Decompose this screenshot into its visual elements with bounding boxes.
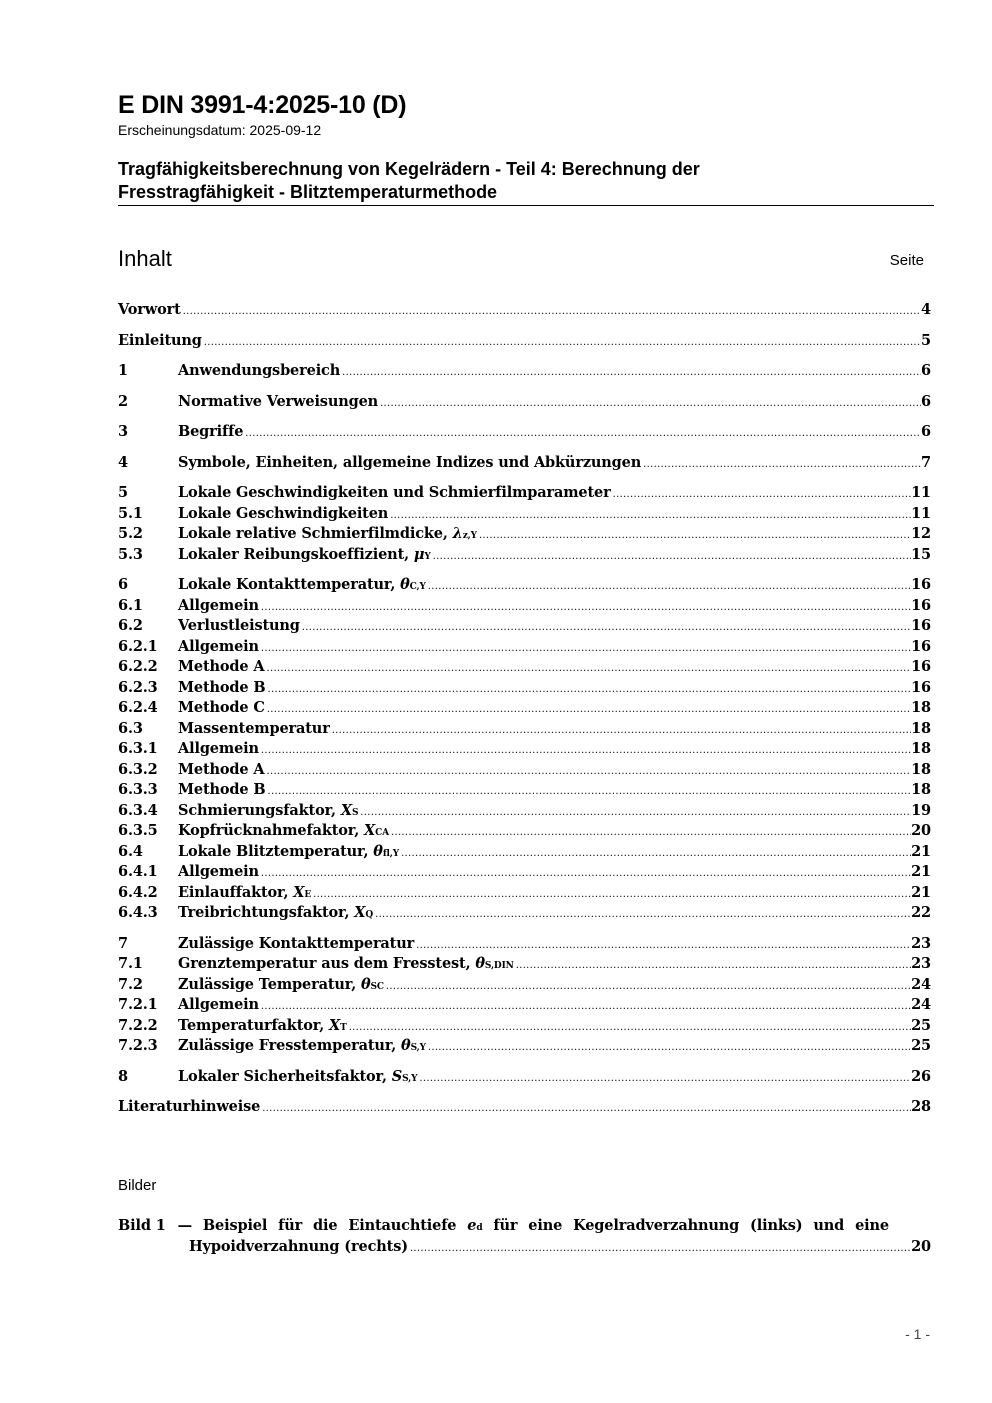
toc-entry-text: Methode A [178,658,265,675]
toc-entry-page: 20 [911,822,931,839]
toc-entry-page: 18 [911,740,931,757]
toc-entry-title [178,637,259,658]
toc-entry-page: 11 [911,484,931,501]
toc-entry-symbol: θ [475,955,485,972]
toc-entry-text: Allgemein [178,637,259,655]
toc-entry[interactable] [118,453,931,474]
leader-dots [431,547,911,568]
toc-entry-symbol: θ [401,1037,411,1054]
toc-entry[interactable] [118,903,931,924]
toc-entry-number: 6.2.3 [118,678,158,696]
leader-dots [259,639,911,660]
toc-entry-page: 19 [911,801,931,819]
toc-entry-title [178,719,330,740]
toc-entry-symbol: X [364,822,376,839]
toc-entry-symbol-subscript: SC [370,981,384,992]
toc-entry-title [178,453,641,474]
toc-entry-page: 26 [911,1067,931,1085]
toc-entry-symbol-subscript: fl,Y [382,848,400,859]
toc-entry-text: Allgemein [178,996,259,1013]
toc-entry-symbol: X [340,801,352,819]
toc-entry[interactable] [118,392,931,413]
toc-entry-symbol: X [354,904,366,921]
leader-dots [358,803,911,824]
toc-entry-number: 6.3.1 [118,740,158,757]
toc-entry-text: Allgemein [178,596,259,614]
toc-entry[interactable] [118,616,931,637]
toc-entry-title [178,739,259,760]
toc-entry[interactable] [118,657,931,678]
toc-entry-number: 6.3.3 [118,781,158,798]
toc-entry-symbol-subscript: S [351,807,359,818]
toc-entry-page: 16 [911,637,931,655]
toc-entry-title [178,862,259,883]
toc-entry-title [178,883,311,906]
leader-dots [514,956,911,977]
leader-dots [259,864,911,885]
toc-entry-page: 16 [911,658,931,675]
toc-entry-title [118,331,202,352]
toc-entry-page: 22 [911,904,931,921]
figure-page: 20 [911,1238,931,1255]
toc-entry-title [178,545,431,568]
toc-entry[interactable] [118,637,931,658]
toc-entry-text: Treibrichtungsfaktor, [178,904,355,921]
toc-entry-number: 5 [118,484,128,501]
toc-entry-title [178,1067,417,1090]
publication-date: Erscheinungsdatum: 2025-09-12 [118,122,322,138]
toc-entry-title [178,392,378,413]
leader-dots [259,741,911,762]
toc-entry-text: Grenztemperatur aus dem Fresstest, [178,955,476,972]
toc-entry-title [178,678,266,699]
toc-entry-title [178,842,399,865]
toc-entry-text: Allgemein [178,863,259,880]
toc-entry-symbol-subscript: Q [365,910,374,920]
toc-entry-number: 3 [118,423,128,440]
leader-dots [202,333,921,354]
toc-entry-text: Literaturhinweise [118,1098,261,1115]
toc-entry-title [178,616,300,637]
toc-entry-number: 7.1 [118,955,143,972]
toc-entry-symbol-subscript: E [304,889,312,900]
toc-entry[interactable] [118,422,931,443]
figures-heading: Bilder [118,1177,157,1194]
page-number: - 1 - [905,1326,930,1342]
toc-entry-page: 23 [911,934,931,952]
toc-entry-text: Lokaler Reibungskoeffizient, [178,545,414,563]
toc-entry-number: 6.2.1 [118,637,158,655]
toc-entry-number: 6.4.3 [118,904,158,921]
toc-entry[interactable] [118,698,931,719]
toc-entry-text: Allgemein [178,740,259,757]
toc-entry-title [178,954,514,977]
toc-entry-title [178,504,388,525]
toc-entry-text: Lokale Kontakttemperatur, [178,576,401,593]
toc-entry-title [178,698,265,719]
toc-entry-title [178,422,243,443]
leader-dots [347,1018,911,1039]
toc-entry-number: 6 [118,576,128,593]
toc-entry[interactable] [118,331,931,352]
toc-entry[interactable] [118,821,931,842]
toc-entry-symbol-subscript: S,DIN [484,961,514,971]
toc-entry-symbol: X [329,1016,341,1034]
toc-entry-text: Verlustleistung [178,617,300,634]
toc-entry-number: 6.3.4 [118,801,158,819]
toc-entry-title [178,975,384,998]
toc-entry-page: 18 [911,719,931,737]
toc-entry-title [178,1036,426,1059]
toc-entry-symbol: θ [400,576,410,593]
figure-caption-text: — Beispiel für die Eintauchtiefe [177,1217,468,1234]
toc-entry[interactable] [118,739,931,760]
toc-entry[interactable] [118,1036,931,1057]
leader-dots [340,363,921,384]
toc-entry-number: 5.1 [118,504,143,522]
toc-entry-page: 18 [911,781,931,798]
toc-entry-text: Temperaturfaktor, [178,1016,330,1034]
toc-entry-title [178,483,611,504]
toc-entry-page: 21 [911,883,931,901]
figure-symbol-subscript: d [476,1223,483,1233]
leader-dots [259,997,911,1018]
toc-entry-number: 7.2.1 [118,996,158,1013]
toc-entry[interactable] [118,934,931,955]
toc-entry-text: Lokale relative Schmierfilmdicke, [178,525,453,542]
toc-entry-number: 6.2.2 [118,658,158,675]
toc-entry-page: 6 [921,362,931,379]
toc-entry[interactable] [118,678,931,699]
toc-entry[interactable] [118,575,931,596]
toc-entry-number: 6.3 [118,719,143,737]
leader-dots [265,659,912,680]
leader-dots [373,905,911,926]
toc-entry[interactable] [118,975,931,996]
leader-dots [300,618,911,639]
toc-entry-text: Schmierungsfaktor, [178,801,341,819]
toc-entry-number: 7 [118,934,128,952]
toc-entry-page: 23 [911,955,931,972]
toc-entry[interactable] [118,719,931,740]
toc-entry-page: 21 [911,863,931,880]
toc-entry-page: 5 [921,331,931,349]
toc-entry-text: Zulässige Kontakttemperatur [178,934,415,952]
leader-dots [408,1238,911,1259]
toc-entry[interactable] [118,883,931,904]
toc-entry-text: Normative Verweisungen [178,392,379,410]
toc-entry-title [178,801,358,824]
toc-entry-symbol: θ [361,975,371,993]
document-title [118,158,934,206]
toc-entry-page: 16 [911,678,931,696]
toc-entry-page: 25 [911,1037,931,1054]
leader-dots [417,1069,911,1090]
toc-entry[interactable] [118,760,931,781]
toc-heading: Inhalt [118,246,172,271]
toc-entry-text: Begriffe [178,423,244,440]
toc-entry-symbol-subscript: CA [375,828,389,838]
toc-entry-text: Massentemperatur [178,719,330,737]
leader-dots [260,1099,911,1120]
toc-entry-number: 6.4.1 [118,863,158,880]
toc-entry-number: 2 [118,392,128,410]
toc-entry-title [178,657,265,678]
toc-entry-page: 16 [911,576,931,593]
document-header [118,90,934,206]
toc-entry-symbol: μ [413,545,425,563]
toc-entry-title [178,575,426,598]
toc-entry-page: 18 [911,699,931,716]
toc-entry[interactable] [118,862,931,883]
toc-entry-page: 28 [911,1098,931,1115]
document-id: E DIN 3991-4:2025-10 (D) [118,91,407,119]
toc-entry-number: 6.3.2 [118,760,158,778]
title-line-1: Tragfähigkeitsberechnung von Kegelrädern - Teil 4: Berechnung der [118,159,700,179]
toc-entry-number: 7.2.3 [118,1037,158,1054]
toc-entry-page: 24 [911,996,931,1013]
toc-entry-text: Zulässige Fresstemperatur, [178,1037,402,1054]
toc-entry-page: 24 [911,975,931,993]
toc-entry-title [178,361,340,382]
leader-dots [181,302,921,323]
toc-entry-symbol-subscript: S,Y [410,1043,426,1053]
toc-entry-text: Einlauffaktor, [178,883,294,901]
leader-dots [426,1038,911,1059]
toc-entry-text: Lokale Geschwindigkeiten [178,504,389,522]
toc-entry[interactable] [118,361,931,382]
toc-entry-text: Anwendungsbereich [178,362,341,379]
leader-dots [243,424,921,445]
title-line-2: Fresstragfähigkeit - Blitztemperaturmethode [118,182,498,202]
toc-entry[interactable] [118,954,931,975]
leader-dots [266,680,912,701]
leader-dots [641,455,921,476]
toc-entry[interactable] [118,780,931,801]
toc-entry-number: 4 [118,453,128,471]
toc-entry-page: 6 [921,392,931,410]
leader-dots [414,936,911,957]
toc-entry-title [178,995,259,1016]
toc-entry-text: Symbole, Einheiten, allgemeine Indizes und Abkürzungen [178,453,642,471]
toc-entry-page: 6 [921,423,931,440]
toc-entry-symbol-subscript: z,Y [462,531,477,541]
leader-dots [266,782,912,803]
toc-entry[interactable] [118,596,931,617]
toc-entry-page: 4 [921,301,931,318]
leader-dots [399,844,911,865]
toc-entry-text: Methode A [178,760,265,778]
toc-entry-page: 16 [911,617,931,634]
toc-entry-title [178,524,477,547]
toc-entry-title [118,300,181,321]
toc-entry-text: Einleitung [118,331,202,349]
figure-caption-text-after: für eine Kegelradverzahnung (links) und eine [482,1217,889,1234]
toc-entry-number: 8 [118,1067,128,1085]
leader-dots [330,721,911,742]
toc-entry[interactable] [118,801,931,822]
toc-entry-symbol: λ [452,525,463,542]
toc-entry-text: Vorwort [118,301,181,318]
toc-entry[interactable] [118,1097,931,1118]
toc-entry-symbol-subscript: S,Y [402,1073,418,1084]
leader-dots [611,485,911,506]
leader-dots [384,977,911,998]
toc-entry-number: 5.2 [118,525,143,542]
toc-entry[interactable] [118,842,931,863]
toc-entry-symbol: S [391,1067,403,1085]
figure-caption-line-1 [166,1215,889,1236]
toc-entry-text: Methode B [178,781,266,798]
toc-entry-text: Lokaler Sicherheitsfaktor, [178,1067,392,1085]
leader-dots [426,577,911,598]
toc-entry-symbol: θ [373,842,383,860]
toc-entry[interactable] [118,504,931,525]
toc-entry-symbol-subscript: Y [424,551,431,562]
leader-dots [259,598,911,619]
toc-entry-title [178,903,373,926]
toc-entry-title [178,760,265,781]
toc-entry-page: 18 [911,760,931,778]
toc-entry-page: 25 [911,1016,931,1034]
leader-dots [265,700,911,721]
toc-entry-number: 7.2.2 [118,1016,158,1034]
table-of-contents [118,300,931,1118]
toc-entry-symbol-subscript: T [340,1022,347,1033]
leader-dots [265,762,912,783]
toc-entry[interactable] [118,524,931,545]
toc-entry-text: Methode C [178,699,265,716]
figure-label: Bild 1 [118,1217,166,1234]
figure-symbol: e [467,1217,477,1234]
leader-dots [311,885,911,906]
toc-entry[interactable] [118,545,931,566]
toc-entry-page: 21 [911,842,931,860]
toc-entry-number: 5.3 [118,545,143,563]
toc-entry-page: 15 [911,545,931,563]
toc-entry-number: 6.3.5 [118,822,158,839]
toc-entry-number: 6.2 [118,617,143,634]
toc-entry-title [178,596,259,617]
toc-entry-title [178,780,266,801]
leader-dots [388,506,911,527]
toc-entry-number: 6.2.4 [118,699,158,716]
toc-entry-text: Methode B [178,678,266,696]
toc-entry-page: 16 [911,596,931,614]
toc-entry[interactable] [118,483,931,504]
toc-entry-text: Zulässige Temperatur, [178,975,361,993]
toc-entry-title [118,1097,260,1118]
toc-entry-number: 6.1 [118,596,143,614]
leader-dots [378,394,921,415]
toc-entry-title [178,934,414,955]
figure-entry[interactable] [118,1215,931,1257]
toc-entry-text: Kopfrücknahmefaktor, [178,822,365,839]
toc-entry[interactable] [118,1016,931,1037]
toc-entry-text: Lokale Geschwindigkeiten und Schmierfilmparameter [178,484,611,501]
toc-page-column-label: Seite [889,252,924,269]
toc-entry-title [178,821,389,844]
toc-entry-symbol: X [293,883,305,901]
toc-entry-text: Lokale Blitztemperatur, [178,842,374,860]
toc-entry-number: 7.2 [118,975,143,993]
leader-dots [389,823,911,844]
toc-entry-page: 12 [911,525,931,542]
toc-entry-title [178,1016,347,1039]
figure-caption-line-2: Hypoidverzahnung (rechts) [189,1238,408,1255]
toc-entry-page: 7 [921,453,931,471]
toc-entry[interactable] [118,300,931,321]
toc-entry-number: 1 [118,362,128,379]
toc-entry-symbol-subscript: C,Y [409,582,426,592]
leader-dots [477,526,911,547]
toc-entry-page: 11 [911,504,931,522]
toc-entry[interactable] [118,995,931,1016]
toc-entry-number: 6.4 [118,842,143,860]
toc-entry[interactable] [118,1067,931,1088]
toc-entry-number: 6.4.2 [118,883,158,901]
